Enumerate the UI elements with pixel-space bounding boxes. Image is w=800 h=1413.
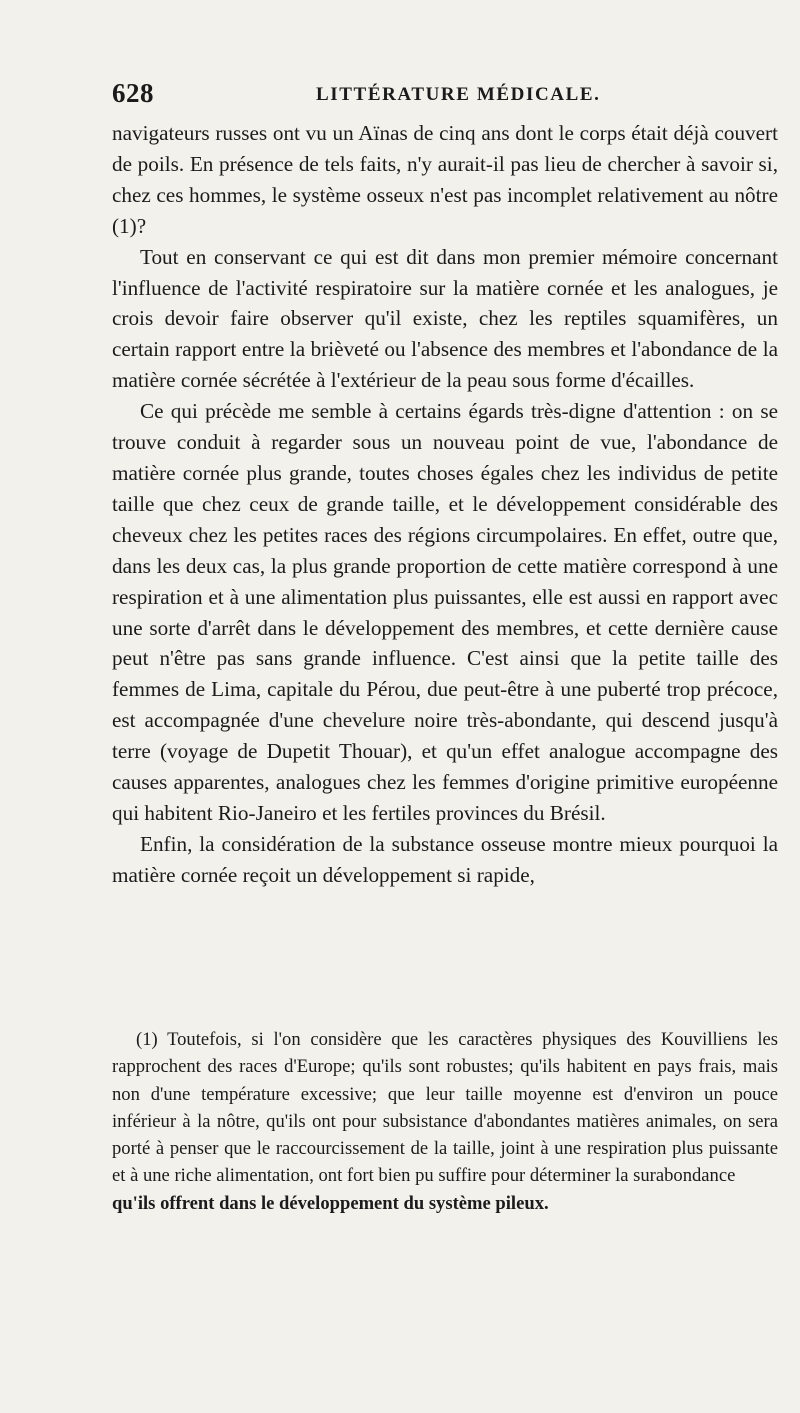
footnotes: [112, 1026, 778, 1217]
running-title: LITTÉRATURE MÉDICALE.: [316, 84, 601, 105]
paragraph: Enfin, la considération de la substance osseuse montre mieux pourquoi la matière cornée reçoit un développement si rapide,: [112, 831, 778, 887]
page-header: [112, 78, 778, 114]
body-text: [112, 118, 778, 891]
paragraph: Tout en conservant ce qui est dit dans mon premier mémoire concernant l'influence de l'activité respiratoire sur la matière cornée et les analogues, je crois devoir faire observer qu'il existe, chez les reptiles squamifères, un certain rapport entre la brièveté ou l'absence des membres et l'abondance de la matière cornée sécrétée à l'extérieur de la peau sous forme d'écailles.: [112, 244, 778, 393]
paragraph: Ce qui précède me semble à certains égards très-digne d'attention : on se trouve conduit à regarder sous un nouveau point de vue, l'abondance de matière cornée plus grande, toutes choses égales chez les individus de petite taille que chez ceux de grande taille, et le développement considérable des cheveux chez les petites races des régions circumpolaires. En effet, outre que, dans les deux cas, la plus grande proportion de cette matière correspond à une respiration et à une alimentation plus puissantes, elle est aussi en rapport avec une sorte d'arrêt dans le développement des membres, et cette dernière cause peut n'être pas sans grande influence. C'est ainsi que la petite taille des femmes de Lima, capitale du Pérou, due peut-être à une puberté trop précoce, est accompagnée d'une chevelure noire très-abondante, qui descend jusqu'à terre (voyage de Dupetit Thouar), et qu'un effet analogue accompagne des causes apparentes, analogues chez les femmes d'origine primitive européenne qui habitent Rio-Janeiro et les fertiles provinces du Brésil.: [112, 399, 778, 825]
paragraph: navigateurs russes ont vu un Aïnas de cinq ans dont le corps était déjà couvert de poils. En présence de tels faits, n'y aurait-il pas lieu de chercher à savoir si, chez ces hommes, le système osseux n'est pas incomplet relativement au nôtre (1)?: [112, 121, 778, 238]
footnote-last-line: qu'ils offrent dans le développement du système pileux.: [112, 1192, 549, 1214]
page-number: 628: [112, 78, 154, 108]
footnote: (1) Toutefois, si l'on considère que les caractères physiques des Kouvilliens les rapprochent des races d'Europe; qu'ils sont robustes; qu'ils habitent en pays frais, mais non d'une température excessive; que leur taille moyenne est d'environ un pouce inférieur à la nôtre, qu'ils ont pour subsistance d'abondantes matières animales, on sera porté à penser que le raccourcissement de la taille, joint à une respiration plus puissante et à une riche alimentation, ont fort bien pu suffire pour déterminer la surabondance: [112, 1029, 778, 1187]
